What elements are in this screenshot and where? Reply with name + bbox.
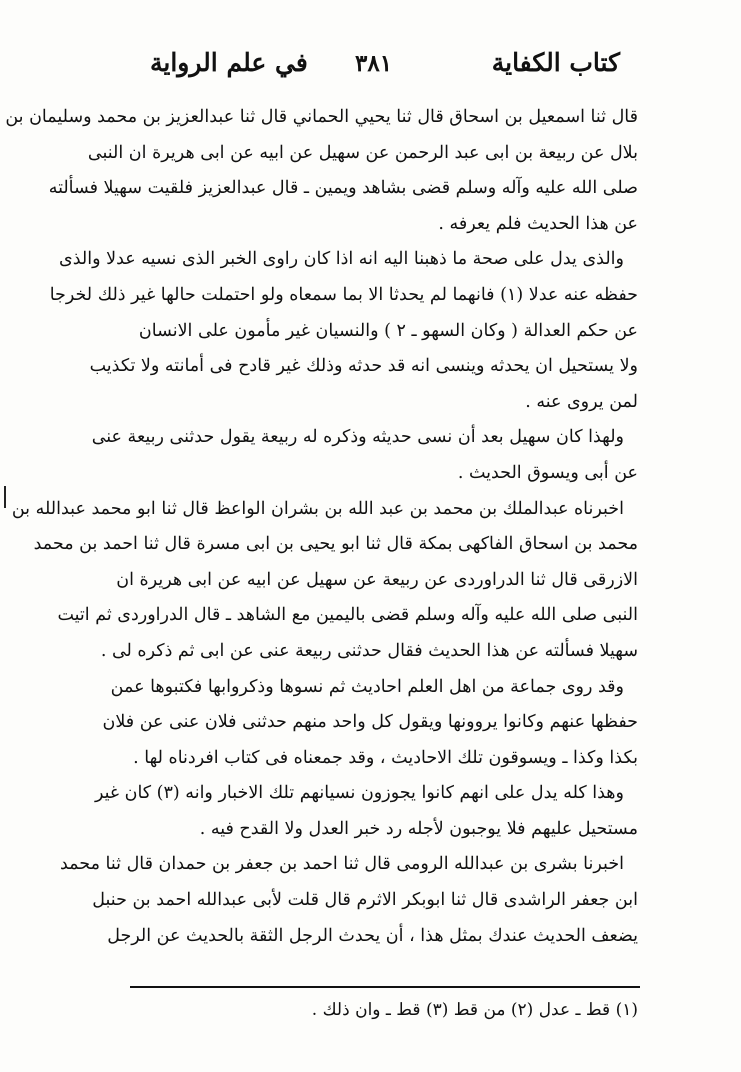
text-line: وقد روى جماعة من اهل العلم احاديث ثم نسوها وذكروابها فكتبوها عمن [110, 676, 624, 697]
text-line: والذى يدل على صحة ما ذهبنا اليه انه اذا كان راوى الخبر الذى نسيه عدلا والذى [59, 249, 624, 270]
text-line: وهذا كله يدل على انهم كانوا يجوزون نسيانهم تلك الاخبار وانه (٣) كان غير [94, 783, 624, 804]
page-number: ٣٨١ [355, 50, 393, 77]
text-line: سهيلا فسألته عن هذا الحديث فقال حدثنى ربيعة عنى عن ابى ثم ذكره لى . [100, 640, 638, 661]
text-line: محمد بن اسحاق الفاكهى بمكة قال ثنا ابو يحيى بن ابى مسرة قال ثنا احمد بن محمد [33, 534, 638, 555]
text-line: اخبرناه عبدالملك بن محمد بن عبد الله بن بشران الواعظ قال ثنا ابو محمد عبدالله بن [11, 498, 624, 519]
text-line: مستحيل عليهم فلا يوجبون لأجله رد خبر العدل ولا القدح فيه . [199, 818, 638, 839]
text-line: ولا يستحيل ان يحدثه وينسى انه قد حدثه وذلك غير قادح فى أمانته ولا تكذيب [89, 356, 638, 377]
book-title: كتاب الكفاية [491, 48, 620, 77]
text-line: الازرقى قال ثنا الدراوردى عن ربيعة عن سهيل عن ابيه عن ابى هريرة ان [116, 569, 638, 590]
text-line: عن هذا الحديث فلم يعرفه . [438, 213, 638, 234]
text-line: ولهذا كان سهيل بعد أن نسى حديثه وذكره له ربيعة يقول حدثنى ربيعة عنى [91, 427, 624, 448]
text-line: صلى الله عليه وآله وسلم قضى بشاهد ويمين ـ قال عبدالعزيز فلقيت سهيلا فسألته [48, 178, 638, 199]
text-line: عن أبى ويسوق الحديث . [457, 462, 638, 483]
text-line: حفظها عنهم وكانوا يروونها ويقول كل واحد منهم حدثنى فلان عنى عن فلان [102, 712, 638, 733]
text-line: قال ثنا اسمعيل بن اسحاق قال ثنا يحيي الحماني قال ثنا عبدالعزيز بن محمد وسليمان بن [5, 107, 638, 127]
page-header [150, 48, 620, 88]
text-line: حفظه عنه عدلا (١) فانهما لم يحدثا الا بما سمعاه ولو احتملت حالها غير ذلك لخرجا [49, 284, 638, 305]
footnote: (١) قط ـ عدل (٢) من قط (٣) قط ـ وان ذلك . [311, 1000, 638, 1020]
text-line: يضعف الحديث عندك بمثل هذا ، أن يحدث الرجل الثقة بالحديث عن الرجل [107, 925, 638, 946]
text-line: بلال عن ربيعة بن ابى عبد الرحمن عن سهيل عن ابيه عن ابى هريرة ان النبى [87, 142, 638, 163]
footnote-divider [130, 986, 640, 988]
main-text [5, 100, 638, 954]
text-line: ابن جعفر الراشدى قال ثنا ابوبكر الاثرم قال قلت لأبى عبدالله احمد بن حنبل [92, 890, 638, 911]
text-line: النبى صلى الله عليه وآله وسلم قضى باليمين مع الشاهد ـ قال الدراوردى ثم اتيت [57, 605, 638, 626]
text-line: اخبرنا بشرى بن عبدالله الرومى قال ثنا احمد بن جعفر بن حمدان قال ثنا محمد [60, 854, 624, 875]
book-subtitle: في علم الرواية [150, 48, 308, 77]
text-line: عن حكم العدالة ( وكان السهو ـ ٢ ) والنسيان غير مأمون على الانسان [138, 320, 638, 341]
margin-mark [4, 486, 6, 508]
text-line: لمن يروى عنه . [525, 391, 638, 412]
text-line: بكذا وكذا ـ ويسوقون تلك الاحاديث ، وقد جمعناه فى كتاب افردناه لها . [133, 747, 638, 768]
